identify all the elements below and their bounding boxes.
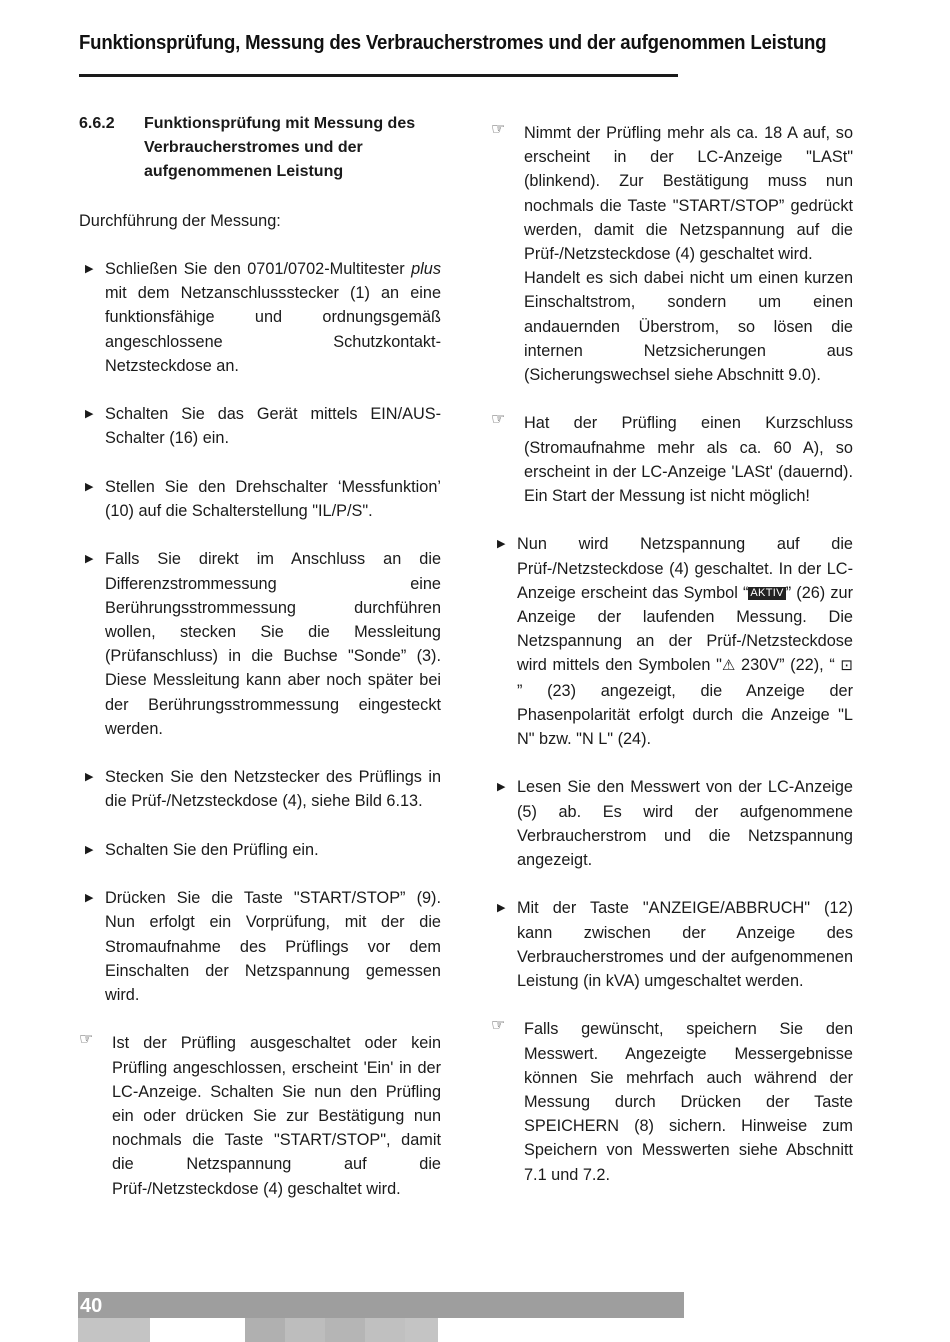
list-item — [491, 896, 853, 993]
section-number: 6.6.2 — [79, 115, 115, 132]
note-item — [491, 411, 853, 508]
list-item — [79, 765, 441, 813]
footer-strip-block — [150, 1318, 245, 1342]
left-column — [79, 112, 441, 1201]
header-rule — [79, 74, 678, 77]
bullet-arrow-icon: ▶ — [85, 480, 94, 493]
intro-text: Durchführung der Messung: — [79, 211, 281, 230]
pointing-hand-icon: ☞ — [79, 1031, 94, 1049]
list-item-text: Schließen Sie den 0701/0702-Multitester plus mit dem Netzanschlussstecker (1) an eine funktionsfähige und ordnungsgemäß angeschlossene Schutzkontakt-Netzsteckdose an. — [105, 260, 441, 375]
list-item-text: Nun wird Netzspannung auf die Prüf-/Netzsteckdose (4) geschaltet. In der LC-Anzeige erscheint das Symbol “ AKTIV ” (26) zur Anzeige der laufenden Messung. Die Netzspannung an der Prüf-/Netzsteckdose wird mittels den Symbolen "⚠ 230V” (22), “ ⊡ ” (23) angezeigt, die Anzeige der Phasenpolarität erfolgt durch die Anzeige "L N" bzw. "N L" (24). — [517, 535, 853, 749]
list-item — [79, 838, 441, 862]
page-number: 40 — [80, 1295, 103, 1317]
warning-triangle-icon: ⚠ — [721, 657, 736, 675]
list-item-text: Schalten Sie das Gerät mittels EIN/AUS-Schalter (16) ein. — [105, 405, 441, 448]
list-item — [491, 775, 853, 872]
note-item — [491, 1017, 853, 1186]
bullet-arrow-icon: ▶ — [85, 892, 94, 905]
bullet-arrow-icon: ▶ — [497, 902, 506, 915]
list-item-text: Falls Sie direkt im Anschluss an die Differenzstrommessung eine Berührungsstrommessung durchführen wollen, stecken Sie die Messleitung (Prüfanschluss) in die Buchse "Sonde” (3). Diese Messleitung kann aber noch später bei der Berührungsstrommessung eingesteckt werden. — [105, 550, 441, 738]
note-text: Hat der Prüfling einen Kurzschluss (Stromaufnahme mehr als ca. 60 A), so erscheint in der LC-Anzeige 'LASt' (dauernd). Ein Start der Messung ist nicht möglich! — [524, 414, 853, 506]
footer-strip-block — [245, 1318, 285, 1342]
page-title: Funktionsprüfung, Messung des Verbraucherstromes und der aufgenommen Leistung — [79, 32, 827, 54]
list-item-text: Schalten Sie den Prüfling ein. — [105, 840, 319, 859]
aktiv-badge: AKTIV — [750, 586, 784, 599]
list-item — [79, 886, 441, 1007]
footer-strip-block — [285, 1318, 325, 1342]
list-item-text: Stellen Sie den Drehschalter ‘Messfunktion’ (10) auf die Schalterstellung "IL/P/S". — [105, 477, 441, 520]
pointing-hand-icon: ☞ — [491, 411, 506, 429]
bullet-arrow-icon: ▶ — [85, 408, 94, 421]
bullet-arrow-icon: ▶ — [497, 781, 506, 794]
section-title: Funktionsprüfung mit Messung des Verbraucherstromes und der aufgenommenen Leistung — [144, 115, 416, 181]
note-text: Falls gewünscht, speichern Sie den Messwert. Angezeigte Messergebnisse können Sie mehrfach auch während der Messung durch Drücken der Taste SPEICHERN (8) sichern. Hinweise zum Speichern von Messwerten siehe Abschnitt 7.1 und 7.2. — [524, 1020, 853, 1184]
list-item-text: Lesen Sie den Messwert von der LC-Anzeige (5) ab. Es wird der aufgenommene Verbraucherstrom und die Netzspannung angezeigt. — [517, 778, 853, 870]
footer-strip-block — [438, 1318, 684, 1342]
pointing-hand-icon: ☞ — [491, 121, 506, 138]
footer-strip — [78, 1318, 684, 1342]
list-item — [79, 402, 441, 450]
bullet-arrow-icon: ▶ — [85, 771, 94, 784]
bullet-arrow-icon: ▶ — [85, 843, 94, 856]
note-item — [79, 1031, 441, 1200]
footer-strip-block — [365, 1318, 405, 1342]
list-item — [79, 547, 441, 741]
bullet-arrow-icon: ▶ — [85, 263, 94, 275]
list-item — [79, 257, 441, 378]
right-column — [491, 121, 853, 1187]
list-item-text: Mit der Taste "ANZEIGE/ABBRUCH" (12) kann zwischen der Anzeige des Verbraucherstromes und der aufgenommenen Leistung (in kVA) umgeschaltet werden. — [517, 899, 853, 991]
pointing-hand-icon: ☞ — [491, 1017, 506, 1035]
list-item-text: Stecken Sie den Netzstecker des Prüflings in die Prüf-/Netzsteckdose (4), siehe Bild 6.13. — [105, 768, 441, 811]
list-item — [79, 475, 441, 523]
note-item — [491, 121, 853, 387]
section-heading — [79, 112, 441, 185]
note-text: Nimmt der Prüfling mehr als ca. 18 A auf, so erscheint in der LC-Anzeige "LASt" (blinkend). Zur Bestätigung muss nun nochmals die Taste "START/STOP” gedrückt werden, damit die Netzspannung auf die Prüf-/Netzsteckdose (4) geschaltet wird. Handelt es sich dabei nicht um einen kurzen Einschaltstrom, sondern um einen andauernden Überstrom, so lösen die internen Netzsicherungen aus (Sicherungswechsel siehe Abschnitt 9.0). — [524, 124, 853, 385]
bullet-arrow-icon: ▶ — [85, 553, 94, 566]
bullet-arrow-icon: ▶ — [497, 538, 506, 551]
list-item-text: Drücken Sie die Taste "START/STOP” (9). Nun erfolgt ein Vorprüfung, mit der die Stromaufnahme des Prüflings vor dem Einschalten der Netzspannung gemessen wird. — [105, 889, 441, 1004]
socket-icon: ⊡ — [840, 657, 853, 675]
footer-strip-block — [325, 1318, 365, 1342]
list-item — [491, 532, 853, 751]
footer-bar — [78, 1292, 684, 1320]
note-text: Ist der Prüfling ausgeschaltet oder kein Prüfling angeschlossen, erscheint 'Ein' in der LC-Anzeige. Schalten Sie nun den Prüfling ein oder drücken Sie zur Bestätigung nun nochmals die Taste "START/STOP", damit die Netzspannung auf die Prüf-/Netzsteckdose (4) geschaltet wird. — [112, 1034, 441, 1198]
